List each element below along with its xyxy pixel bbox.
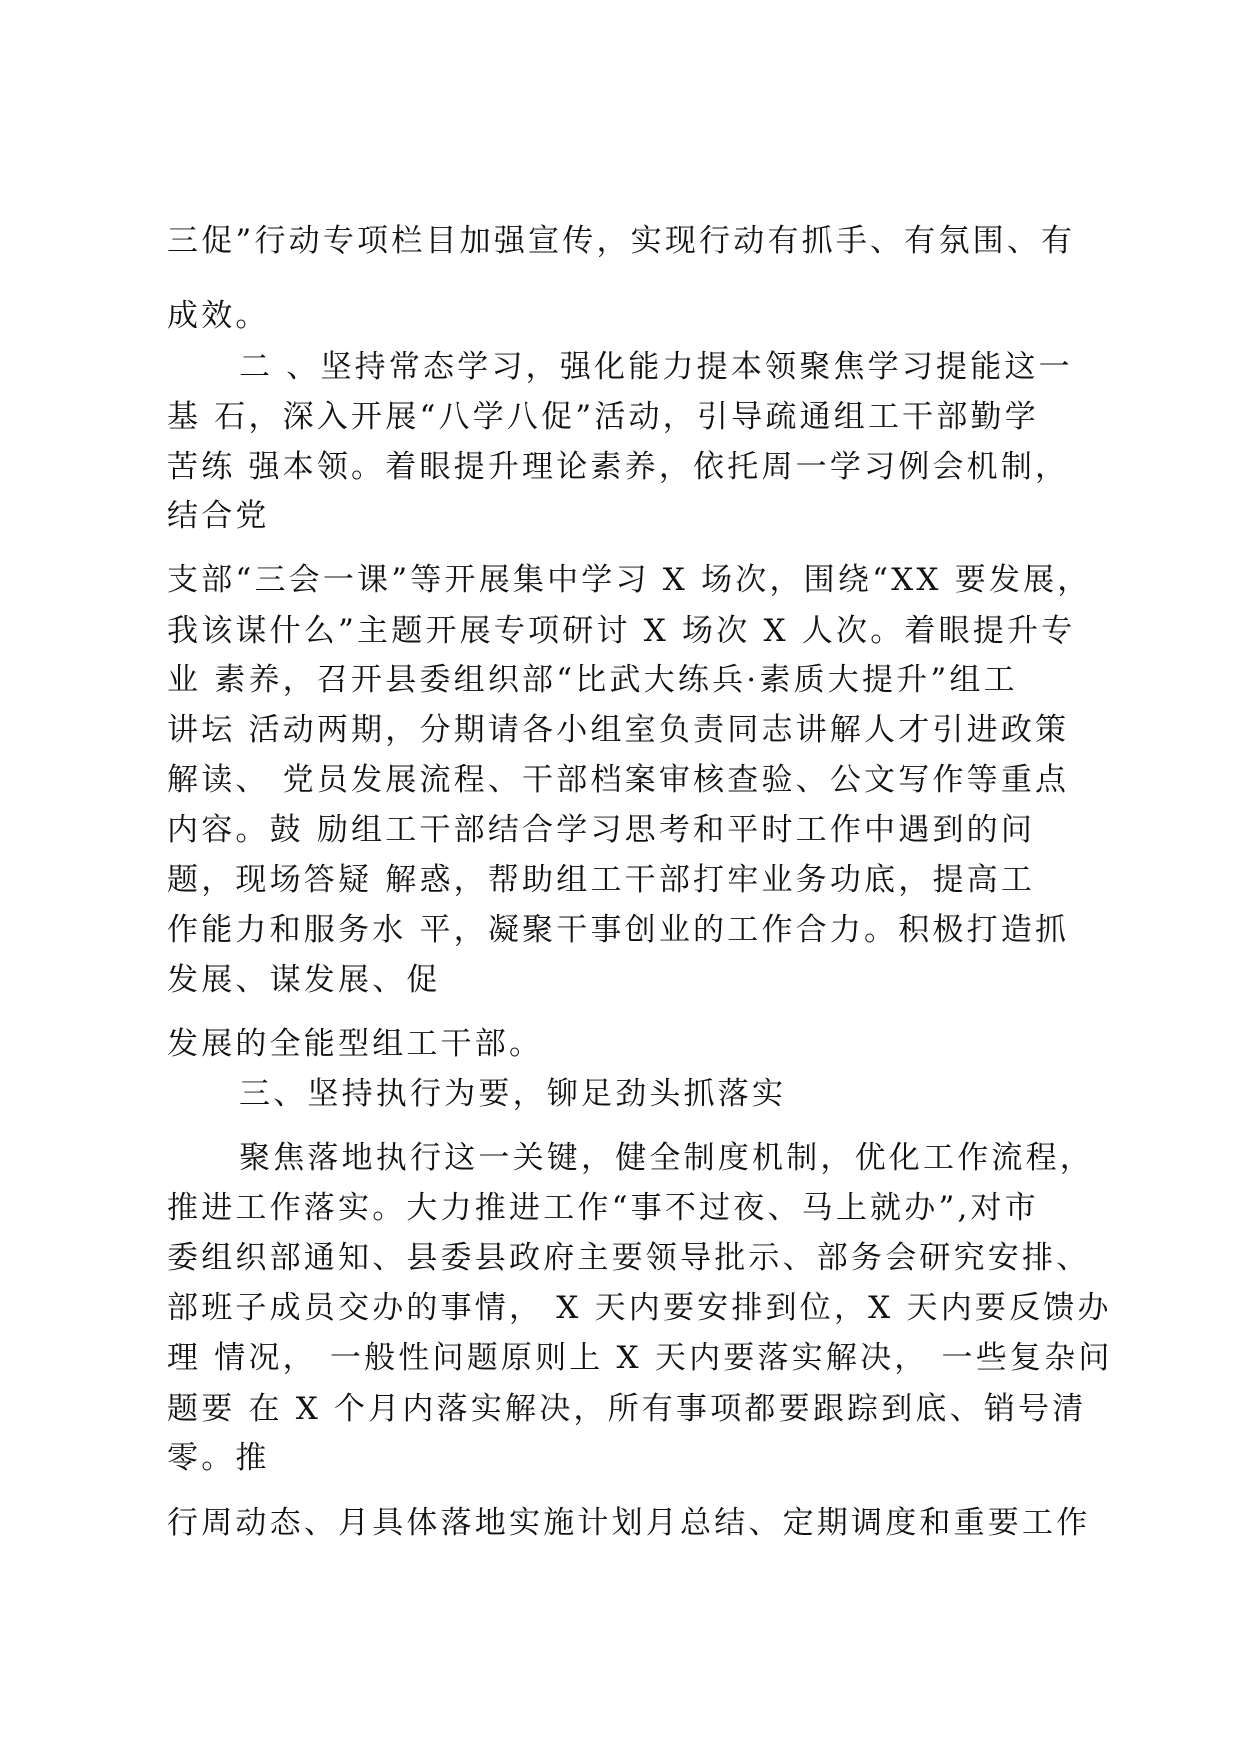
text-line: 推进工作落实。大力推进工作“事不过夜、马上就办”,对市 [167,1190,1039,1226]
text-line: 内容。鼓 励组工干部结合学习思考和平时工作中遇到的问 [167,812,1036,848]
text-line: 发展的全能型组工干部。 [167,1026,544,1062]
text-line: 成效。 [167,298,270,334]
text-line: 题要 在 X 个月内落实解决，所有事项都要跟踪到底、销号清 [167,1391,1087,1427]
text-line: 基 石，深入开展“八学八促”活动，引导疏通组工干部勤学 [167,399,1039,435]
text-line: 业 素养，召开县委组织部“比武大练兵·素质大提升”组工 [167,662,1018,698]
text-line: 讲坛 活动两期，分期请各小组室负责同志讲解人才引进政策 [167,712,1070,748]
text-line: 作能力和服务水 平，凝聚干事创业的工作合力。积极打造抓 [167,912,1070,948]
text-line: 苦练 强本领。着眼提升理论素养，依托周一学习例会机制， [167,449,1070,485]
text-line: 零。推 [167,1440,270,1476]
text-line: 聚焦落地执行这一关键，健全制度机制，优化工作流程， [239,1140,1094,1176]
text-line: 三促”行动专项栏目加强宣传，实现行动有抓手、有氛围、有 [167,223,1076,259]
text-line: 委组织部通知、县委县政府主要领导批示、部务会研究安排、 [167,1240,1091,1276]
text-line: 解读、 党员发展流程、干部档案审核查验、公文写作等重点 [167,762,1070,798]
text-line: 发展、谋发展、促 [167,962,441,998]
text-line: 行周动态、月具体落地实施计划月总结、定期调度和重要工作 [167,1505,1091,1541]
section-heading-3: 三、坚持执行为要，铆足劲头抓落实 [239,1076,787,1112]
text-line: 部班子成员交办的事情， X 天内要安排到位，X 天内要反馈办 [167,1290,1112,1326]
text-line: 支部“三会一课”等开展集中学习 X 场次，围绕“XX 要发展， [167,562,1092,598]
text-line: 我该谋什么”主题开展专项研讨 X 场次 X 人次。着眼提升专 [167,613,1076,649]
text-line: 题，现场答疑 解惑，帮助组工干部打牢业务功底，提高工 [167,862,1036,898]
text-line: 理 情况， 一般性问题原则上 X 天内要落实解决， 一些复杂问 [167,1340,1113,1376]
section-heading-2: 二 、坚持常态学习，强化能力提本领聚焦学习提能这一 [239,349,1073,385]
text-line: 结合党 [167,498,270,534]
